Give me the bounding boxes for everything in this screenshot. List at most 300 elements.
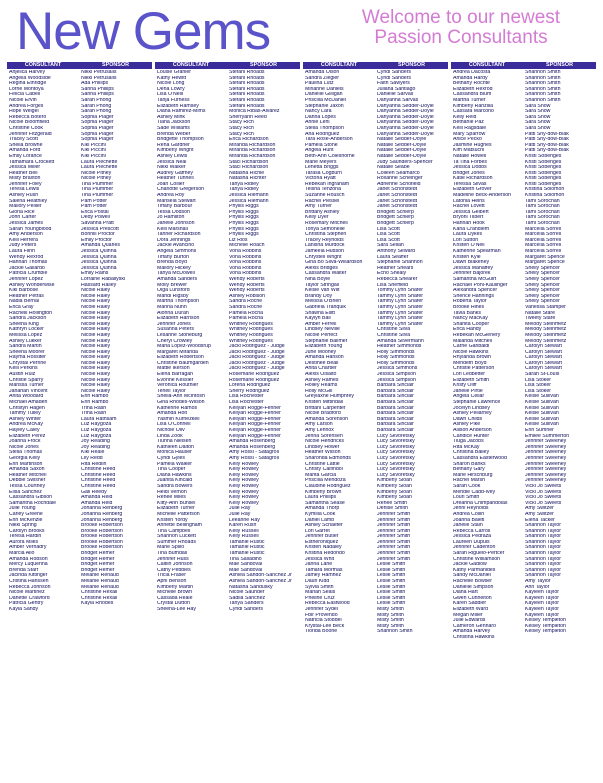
consultant-sponsor-table [7,62,597,776]
sponsor-name: Kristi Sobenges [525,165,562,171]
sponsor-name: Stefani Rhoads [229,97,265,103]
sponsor-name: Erica Richardson [229,137,269,143]
consultant-name: Nikki Spring [9,523,37,529]
consultant-name: Christina Stephen [305,232,347,238]
sponsor-name: Tweety Stare [525,316,556,322]
consultant-name: Nancy Lara [305,109,332,115]
consultant-name: Cassandra Blum [453,92,492,98]
sponsor-name: Laura Plechette [81,159,118,165]
sponsor-name: Kayleen Taylor [525,595,559,601]
consultant-name: Sandra Jackson [9,316,47,322]
sponsor-name: Shannon Taylor [525,573,561,579]
sponsor-header: SPONSOR [79,62,152,69]
consultant-name: Arlice Pecko [453,137,482,143]
sponsor-name: Tina Salladino [229,556,262,562]
consultant-name: Kelli Marshall [157,226,188,232]
sponsor-name: Danyanna Sedder-Doyle [377,114,434,120]
consultant-name: Hope Weigel [9,109,39,115]
consultant-name: Nicole Hawkins [453,349,489,355]
sponsor-name: Shelly Spencer [525,288,560,294]
consultant-name: Malanda Mitchell [453,338,492,344]
sponsor-name: Nicole Raley [81,316,111,322]
sponsor-name: Emily Proctor [81,237,112,243]
consultant-name: Mandi Rigsby [157,293,189,299]
consultant-name: Danette Crawford [9,595,50,601]
consultant-name: Veronica Routhier [157,383,199,389]
consultant-name: Audrey Gaffney [157,170,193,176]
sponsor-name: Lucy Skvoretsky [377,467,415,473]
consultant-name: Amy Anderson [9,232,43,238]
consultant-name: Brenda Weber [157,131,191,137]
consultant-name: Caitlin Johnson [157,562,193,568]
sponsor-name: Leslie Smith [377,595,406,601]
sponsor-name: Lucy Skvoretsky [377,455,415,461]
sponsor-name: Sophia Plager [81,114,114,120]
sponsor-name: Ann Taylor [525,584,550,590]
sponsor-name: Stefani Rhoads [229,75,265,81]
consultant-name: Candice Hunter [453,433,490,439]
sponsor-name: Janet Schonstedt [377,187,418,193]
consultant-name: Regina Ethridge [9,81,47,87]
consultant-name: Elizabeth Smith [453,377,490,383]
sponsor-name: Carolyn Stewart [525,355,562,361]
sponsor-name: Laura Seaffer [377,254,409,260]
consultant-name: Merideth Boyd [453,360,487,366]
consultant-name: Kathy Hewitt [157,75,187,81]
consultant-name: Jennifer Sydel [305,607,338,612]
consultant-name: Jennifer Jones [157,321,191,327]
sponsor-name: Holly Simmonds [377,355,415,361]
sponsor-name: Holly Simmonds [377,349,415,355]
consultant-name: Amanda Hardy [453,75,488,81]
consultant-name: Marita Garcia [305,472,337,478]
sponsor-name: Danyanna Sedder-Doyle [377,103,434,109]
consultant-name: Tonya Semonelle [305,226,345,232]
consultant-name: Rachel Lovett [453,204,485,210]
consultant-name: Sarah Riguelo-Pertcer [453,551,505,557]
sponsor-header: SPONSOR [523,62,596,69]
sponsor-name: Jennifer Smith [377,534,411,540]
consultant-name: Ta'Tina Forbes [453,159,487,165]
sponsor-name: Wendy Roberts [229,276,265,282]
consultant-name: Christine Lattie [305,461,340,467]
consultant-name: Stella Thompson [305,125,344,131]
consultant-name: Janna Lane [305,562,333,568]
consultant-name: Kitty-Ann Bunsel [157,500,196,506]
sponsor-name: Echo Shealy [377,271,407,277]
consultant-name: Katherine Spearman [453,249,501,254]
consultant-name: Allison Anderson [453,428,492,433]
sponsor-name: Misty Smith [377,618,404,624]
sponsor-name: Joy Reading [81,444,110,450]
welcome-heading [341,8,581,48]
consultant-name: Sandy McDaniel [453,573,491,579]
sponsor-name: Jennifer Smith [377,517,411,523]
consultant-name: Mattie Ikerson [157,366,190,372]
consultant-name: Bethanie Paz [453,120,484,126]
sponsor-name: Leslie Smith [377,573,406,579]
consultant-name: Jessica Dobbs [453,165,487,171]
sponsor-name: Vona Robbins [229,260,262,266]
consultant-name: Samantha McGuirt [453,276,497,282]
consultant-name: Teneil Taylor [157,388,186,394]
sponsor-name: Nikki Petrusalis [81,75,117,81]
consultant-name: Cassada Reale [157,595,193,601]
sponsor-name: Jennifer Smith [377,556,411,562]
sponsor-name: Shannon Taylor [525,562,561,568]
consultant-name: Tracey Reynolds [305,237,344,243]
sponsor-name: Trina Rash [81,405,107,411]
consultant-name: Pamela Walker [157,461,192,467]
consultant-name: Maria Lopez-Woodsrup [157,344,211,350]
consultant-name: Teresa Lewis [9,187,40,193]
consultant-name: Tiuga Jacobs [453,439,484,445]
sponsor-name: Lisa Stoker [525,383,551,389]
consultant-name: Lesanne Stoneburg [157,332,203,338]
consultant-name: Julie Edwards [453,618,486,624]
consultant-name: Gabriela Tranquik [305,304,346,310]
sponsor-name: Kelsie Sullivan [525,405,559,411]
sponsor-name: Sara Snow [525,103,551,109]
consultant-name: Jasmine Hughes [453,142,492,148]
consultant-column [303,62,375,776]
sponsor-name: Laura Plechette [81,165,118,171]
sponsor-name: Nicole Raley [81,293,111,299]
consultant-name: Amy Larson [305,422,333,428]
consultant-name: Christy Calfindol [305,467,343,473]
consultant-name: Amanda Sanders [157,276,198,282]
sponsor-name: Kristi Sobenges [525,153,562,159]
sponsor-name: Jessica Quinna [81,265,117,271]
sponsor-name: Barbara Sinclair [377,400,414,406]
consultant-name: Gina Rhodes-Wilson [157,400,205,406]
consultant-name: Rhylanda Brown [453,355,492,361]
consultant-name: Rayma Rossiter [9,355,46,361]
sponsor-name: Kiki Piccini [81,148,106,154]
sponsor-name-list [79,70,152,607]
sponsor-name: Christine Rexall [81,590,118,596]
sponsor-name: Sarah Phong [81,103,112,109]
consultant-name: Marissa Turner [9,383,44,389]
consultant-name: Christyn Hagen [9,405,45,411]
consultant-name: Nicole Hendricks [305,439,344,445]
consultant-name: Jennifer Huss [157,556,189,562]
sponsor-name: Patti Sny-dow-Blak [525,142,569,148]
new-gems-logo: New Gems [16,2,271,61]
sponsor-name: Jennifer Sweeney [525,444,567,450]
sponsor-name: Kiki Reale [81,450,105,456]
sponsor-name: Nicole Raley [81,321,111,327]
sponsor-name: Nicole Raley [81,388,111,394]
sponsor-name: Jessica Simmons [377,366,418,372]
sponsor-name: Kelly Russell [229,528,259,534]
consultant-name: Nadia Bernal [9,299,39,305]
sponsor-name: Patti Sny-dow-Blak [525,131,569,137]
consultant-name: Gwen Cunnelton [453,595,492,601]
sponsor-name: Amanda Reid [81,495,113,501]
sponsor-name: Jennifer Smith [377,545,411,551]
consultant-name: Rebecca Johnson [9,584,51,590]
sponsor-name: Amy Switzer [525,511,554,517]
consultant-name-list [451,70,523,641]
sponsor-name: Rosemarie Rodriguez [229,372,280,378]
sponsor-name: Vicki Jo Sweets [525,483,562,489]
sponsor-name: Luz Raygoza [81,422,112,428]
sponsor-name: Melody Steinmetz [525,338,567,344]
sponsor-name: Bridgett Schlerp [377,221,414,227]
consultant-name: Amy Turner [305,204,332,210]
consultant-name: Rachelli Hollington [9,310,52,316]
sponsor-name: Kellyan Rogge-Fenner [229,405,281,411]
sponsor-name: Jacki Rodriguez - Judge [229,360,285,366]
sponsor-name: Barbara Sinclair [377,411,414,417]
consultant-name: Patricia Gentry [9,601,44,607]
sponsor-name: Nikki Petrusalis [81,70,117,75]
sponsor-name: Stacy Rich [229,131,254,137]
sponsor-name: Sanna Phillips [81,92,114,98]
consultant-name: Danielle Gilligan [305,92,343,98]
sponsor-name: Kelly Rowley [229,483,259,489]
consultant-name: Danna Lopes [305,114,336,120]
sponsor-name: Kelly Rowley [229,472,259,478]
consultant-name: Emily Lorance [9,153,42,159]
sponsor-name: Christine Silva [377,332,411,338]
consultant-name: Nina Boyle [305,276,331,282]
consultant-name: Kathryn Locker [9,327,44,333]
sponsor-name: Natalie Stare [525,310,555,316]
consultant-name: Carolyn Brooks [9,528,45,534]
consultant-name: Shannon Luckett [157,534,196,540]
consultant-name: Rebecca Botero [9,114,47,120]
sponsor-name: Sandra Roche [229,304,263,310]
sponsor-name: Mae Sandoval [229,562,263,568]
consultant-name: Brooke Hines [453,304,485,310]
consultant-name: Charlotte Gregerson [157,187,204,193]
sponsor-name: Kimberly Sloan [377,478,412,484]
consultant-name: Cassandra Gibson [9,495,52,501]
sponsor-name: Jennifer Sweeney [525,439,567,445]
sponsor-name: Vanessa Stamper [525,304,566,310]
consultant-name: Holly McGill [305,388,333,394]
consultant-name: Mallory Pellier [9,204,42,210]
sponsor-name: Brooke Robertson [81,534,123,540]
consultant-name: Danielle Simpson [453,584,494,590]
consultant-name: Jessica Whit [305,556,335,562]
sponsor-name: Tami Sorochan [525,198,560,204]
sponsor-name: Stephanie Shannon [377,260,423,266]
sponsor-name: Shelly Spencer [525,276,560,282]
sponsor-name: Kelly Rowley [229,461,259,467]
consultant-name: Ashley Mink [157,114,185,120]
sponsor-name: Vona Robbins [229,265,262,271]
sponsor-name: Natalie Seabe [377,165,410,171]
sponsor-name: Danyanna Sedder-Doyle [377,120,434,126]
consultant-name: Kayla Sandy [9,607,39,612]
consultant-name: Jo Hamilton [157,215,185,221]
sponsor-name: Lucy Skvoretsky [377,433,415,439]
consultant-name: John Carter [9,215,37,221]
sponsor-name: Lucy Skvoretsky [377,444,415,450]
consultant-name: Joanna Frock [9,439,41,445]
consultant-name: Anjelica Harvey [9,70,46,75]
sponsor-name: Phyllis Riggs [229,226,259,232]
sponsor-name: Shannon Smith [525,92,561,98]
sponsor-name: Jennifer Sweeney [525,478,567,484]
consultant-name: Nicole Bradford [305,411,341,417]
consultant-name: Chrystal Perrine [9,360,47,366]
consultant-header: CONSULTANT [303,62,375,69]
sponsor-name: Lily Redd [81,455,103,461]
consultant-name: Amanda Ford [9,148,41,154]
sponsor-name: Lisa Sheffield [377,282,409,288]
sponsor-name: Jennifer Smith [377,511,411,517]
consultant-name: Pamela Stone [305,142,338,148]
consultant-name: Tina Campbell [157,528,191,534]
consultant-name: Austin Ruiz [9,372,36,378]
consultant-name: Angela Simmons [157,249,197,254]
consultant-name: Kathy Parmanides [453,567,496,573]
sponsor-name: Carolyn Stewart [525,360,562,366]
consultant-name: Nikki Walker [157,165,186,171]
consultant-name: Ashley Pike [453,422,481,428]
sponsor-name: Leeanne Ray [229,517,260,523]
consultant-name: Marie Hirschburg [453,472,493,478]
consultant-name: Rosemary Mitchell [305,221,348,227]
column-group-3 [303,62,448,776]
consultant-name: Estheroniquez [305,539,339,545]
sponsor-name: Kayleen Taylor [525,612,559,618]
consultant-name: Elizabeth Grover [453,187,492,193]
consultant-name: Amanda Saxon [9,467,45,473]
consultant-name: Jameela Hudson [305,249,344,254]
welcome-line-2: Passion Consultants [374,27,548,48]
consultant-name: Dena Lowry [157,86,185,92]
consultant-name: Brandy Doy [305,293,333,299]
consultant-name: Mariah Seals [305,590,336,596]
sponsor-name: Natasha Sandusky [229,584,273,590]
consultant-name: Sandra Bowers [157,483,193,489]
sponsor-name: Christine Reed [81,483,116,489]
sponsor-name: Stefani Rhoads [229,81,265,87]
consultant-name: Destinee Beall [305,360,339,366]
consultant-name: Laureen Dupuis [453,539,490,545]
sponsor-name: Christine Rexall [81,595,118,601]
consultant-name: Pheline Cruz [305,595,335,601]
sponsor-name: Holly Simmonds [377,360,415,366]
consultant-name: Sade Williams [157,125,190,131]
sponsor-name: Tammy Lynn Shafer [377,316,423,322]
sponsor-name: Jennifer Sweeney [525,455,567,461]
sponsor-name: Misty Smith [377,623,404,629]
sponsor-name: Gail Reedy [81,489,107,495]
sponsor-name: Staci Richardson [229,165,269,171]
consultant-name: Christie Sparry [9,377,44,383]
consultant-name: Gloria Rice [9,209,35,215]
consultant-name: Cyndi Gyles [157,455,185,461]
consultant-name: Taylor Stringall [305,282,340,288]
sponsor-name: Pamela Rocha [229,316,264,322]
sponsor-name: Nicole Raley [81,310,111,316]
consultant-name: Tanner Richardson [157,232,201,238]
consultant-name: Nicole Long [157,81,185,87]
consultant-name: Suzanne Rousch [305,193,345,199]
sponsor-name: Danyanna Sarvas [377,97,419,103]
consultant-name: Victoria Hyatt [305,176,336,182]
consultant-name: Marie Spillo [157,545,185,551]
sponsor-name: Nicole Pitney [81,176,112,182]
consultant-name: Kristy Oliff [453,383,477,389]
consultant-name: Elizabeth Harrison [157,316,200,322]
consultant-name: Carley Greene [9,511,43,517]
consultant-name: Dauri Kidd [305,579,330,585]
sponsor-name: Sarah Phong [81,97,112,103]
sponsor-name: Carolyn Stewart [525,349,562,355]
consultant-name: Tanja Furness [157,97,190,103]
sponsor-name: Nicole Pitney [81,170,112,176]
consultant-name: Bethany Rochte [453,81,490,87]
consultant-name: Lori Ledbetter [453,372,486,378]
sponsor-name: Pamela Rocha [229,310,264,316]
sponsor-name: Shelly Spencer [525,265,560,271]
consultant-name: Tamamara Crockett [9,159,55,165]
sponsor-column [79,62,152,776]
sponsor-name: Kelly Rowley [229,500,259,506]
consultant-name: Alonna Duran [157,310,189,316]
consultant-name: Andrea Collin [453,511,485,517]
consultant-name-list [155,70,227,613]
sponsor-name: Phyllis Riggs [229,215,259,221]
consultant-name: Heidi Vernon [157,489,187,495]
consultant-name: Teresa Hardin [9,534,42,540]
sponsor-name: Adrienne Schofield [377,181,421,187]
consultant-name: Nichole Oliv [157,428,185,433]
consultant-name: Tara Rose-Anderson [305,137,353,143]
sponsor-name: Kelly Russell [229,534,259,540]
consultant-name: Jessica Gelbert [453,209,489,215]
consultant-name: Rita McKay [453,444,480,450]
consultant-name: Jamey Hamhez [305,573,342,579]
sponsor-name: Amy Rossi - Satagroll [229,450,279,456]
sponsor-name: Sophia Plager [81,137,114,143]
consultant-name: Michelle Patterson [157,511,200,517]
consultant-name: Ashley Lukker [9,338,42,344]
sponsor-name: Melanie Renaud [81,584,119,590]
consultant-name: Sylvia Smith [305,584,334,590]
sponsor-name: Shannon Smith [525,97,561,103]
consultant-name: Amy Lennox [305,428,334,433]
sponsor-name: Tamanie Rustic [229,545,265,551]
consultant-name: Christie Patterson [453,366,495,372]
sponsor-name: Kelly Rowley [229,489,259,495]
consultant-name: Hannah Hook [453,221,485,227]
consultant-name-list [7,70,79,613]
consultant-name: Ashley Pellarney [453,411,492,417]
sponsor-name: Joy Reading [81,439,110,445]
consultant-name: Mercy Luquenna [9,562,48,568]
consultant-name: Tiffany Barbour [157,204,193,210]
consultant-name: Lindsey Hower [305,444,340,450]
consultant-name: Sarah Youngblood [9,226,52,232]
consultant-name: Renee Miles [157,495,186,501]
sponsor-name: Bridget Remer [81,562,115,568]
sponsor-name: Tami Sorochan [525,204,560,210]
consultant-name: Marina Nunn [157,304,187,310]
consultant-name: Ana Rodriguez [305,131,340,137]
consultant-name: Mary Sparrow [453,131,486,137]
consultant-name: Nicole Bloomfield [9,120,50,126]
sponsor-name: Nicole Raley [81,383,111,389]
sponsor-name: Danyanna Sedder-Doyle [377,131,434,137]
